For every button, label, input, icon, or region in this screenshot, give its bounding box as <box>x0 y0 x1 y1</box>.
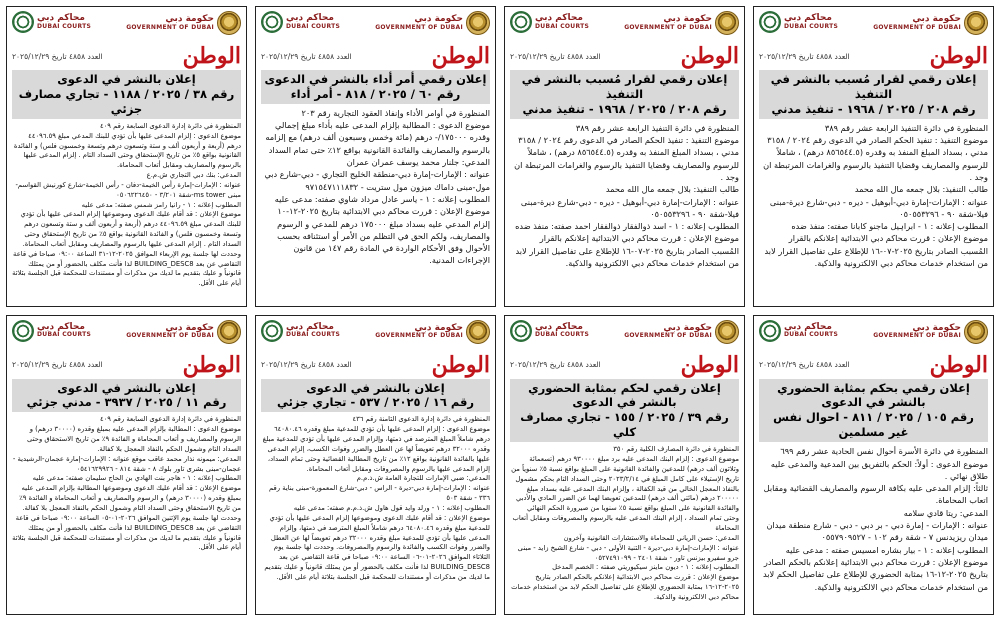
gov-name-ar: حكومة دبي <box>663 322 712 333</box>
notice-paragraph: المدعي: ميمونه نذار محمد عاقب موقع عنوانه : الإمارات-إمارة عجمان-الرشيدية - عجمان-مبنى بشرى تاور بلوك ٨ - شقة ٨١٤ - ٠٥٤١٦٢٩٩٢٦ <box>12 454 241 473</box>
notice-title-band <box>12 70 241 119</box>
dubai-courts-logo <box>759 11 838 33</box>
notice-title: إعلان رقمي بحكم بمثابة الحضوري بالنشر في الدعوى <box>777 380 970 410</box>
dubai-courts-logo <box>510 11 589 33</box>
dubai-courts-logo <box>12 11 91 33</box>
courts-name-ar: محاكم دبي <box>37 321 85 332</box>
newspaper-masthead: الوطن <box>182 43 241 69</box>
gov-name-en: GOVERNMENT OF DUBAI <box>624 332 712 340</box>
notice-paragraph: عنوانه : الإمارات-إمارة دبي-أبوهيل - ديره - دبي-شارع ديرة-مبنى فيلا-شقة ٩٠ - ٠٥٠٥٥٣٢٩٦ <box>769 196 988 219</box>
government-of-dubai-logo <box>873 320 988 344</box>
courts-seal-icon <box>510 11 532 33</box>
courts-name-ar: محاكم دبي <box>784 13 832 24</box>
court-notice <box>6 6 247 307</box>
notice-paragraph: المطلوب إعلانه : ١ - ديون ماينز سيكيوريتي صفته : الخصم المدخل <box>552 563 739 572</box>
case-number: رقم ٣٩ / ٢٠٢٥ / ١٥٥ - تجاري مصارف كلي <box>520 410 729 440</box>
gov-name-ar: حكومة دبي <box>165 14 214 25</box>
courts-name-ar: محاكم دبي <box>37 13 85 24</box>
case-number: رقم ١٦ / ٢٠٢٥ / ٥٣٧ - تجاري جزئي <box>276 395 475 410</box>
notice-title-band <box>510 70 739 119</box>
notice-paragraph: ثالثاً: إلزام المدعى عليه بكافة الرسوم والمصاريف القضائية ومقابل اتعاب المحاماة. <box>763 483 988 506</box>
courts-seal-icon <box>12 320 34 342</box>
dubai-emblem-icon <box>217 11 241 35</box>
court-notice <box>753 6 994 307</box>
newspaper-row <box>759 351 988 378</box>
notice-paragraph: موضوع التنفيذ : تنفيذ الحكم الصادر في الدعوى رقم ٢٠٢٤ / ٣١٥٨ مدني ، بسداد المبلغ المنفذ به وقدره (٨٥٦٥٤٤.٥ درهم) ، شاملاً للرسوم والمصاريف وقضايا التنفيذ بالرسوم والغرامات المرتبطة ان وجد . <box>514 135 739 182</box>
notice-paragraph: موضوع الدعوى : إلزام المدعى عليها بأن تؤدي للمدعية مبلغ وقدره ٦٤٠٨٠.٤٦ درهم شاملاً المبلغ المترصد في ذمتها، وإلزام المدعى عليها بأن تؤدي للمدعية مبلغ وقدره ٣٢٠٠٠ درهم تعويضاً لها عن العطل والضرر وفوات الكسب، إلزام المدعى عليها بالفائدة القانونية بواقع ١٢٪ من تاريخ المطالبة القضائية وحتى تمام السداد، إلزام المدعى عليها بالرسوم والمصروفات ومقابل أتعاب المحاماة. <box>262 425 490 473</box>
newspaper-row <box>12 45 241 67</box>
gov-name-en: GOVERNMENT OF DUBAI <box>375 332 463 340</box>
notice-paragraph: موضوع الإعلان : قررت محاكم دبي الابتدائية إعلانكم بالقرار المُسبب الصادر بتاريخ ٢٠٢٥-٠٧-١٦ للإطلاع على تفاصيل القرار لابد من استخدام خدمات محاكم دبي الالكترونية والذكية. <box>515 233 739 269</box>
case-number: رقم ١١ / ٢٠٢٥ / ٣٩٣٧ - مدني جزئي <box>26 395 227 410</box>
notice-paragraph: موضوع الإعلان : قد أقام عليك الدعوى وموضوعها إلزام المدعى عليها بأن تؤدي للمدعية مبلغ وقدره ٦٤٠٨٠.٤٦ درهم شاملاً المبلغ المترصد في ذمتها، وإلزام المدعى عليها بأن تؤدي للمدعية مبلغ وقدره ٣٢٠٠٠ درهم تعويضاً لها عن العطل والضرر وفوات الكسب والفائدة والرسوم والمصروفات. وحددت لها جلسة يوم الثلاثاء الموافق ٢٠٢٦-٠١-٠٦ الساعة ٠٩:٠٠ صباحا في قاعة التقاضي عن بعد BUILDING_DESC8 لذا فأنت مكلف بالحضور أو من يمثلك قانونياً و عليك بتقديم ما لديك من مذكرات أو مستندات للمحكمة قبل الجلسة بثلاثة أيام على الأقل. <box>264 513 490 581</box>
notice-paragraph: موضوع الدعوى : إلزام البنك المدعى عليه برد مبلغ ٩٣٠٠٠٠ درهم (تسعمائة وثلاثون ألف درهم) للمدعين والفائدة القانونية على المبلغ بواقع نسبة ٥٪ سنوياً من تاريخ الإستيلاء على كامل المبلغ في ٢٠٢٣/٢/١٤ وحتى السداد التام بحكم مشمول بالنفاذ المعجل الخالي من قيد الكفالة ، وإلزام البنك المدعى عليه بسداد مبلغ ٢٠٠٠٠٠ درهم (مائتي ألف درهم) للمدعين تعويضا لهما عن الضرر المادي والأدبي والفائدة القانونية على المبلغ بواقع نسبة ٥٪ سنويا من صيرورة الحكم النهائي وحتى تمام السداد ، إلزام البنك المدعى عليه بالرسوم والمصروفات ومقابل أتعاب المحاماة <box>511 455 739 532</box>
notice-paragraph: موضوع الدعوى : إلزام المدعى عليها بأن تؤدي للبنك المدعي مبلغ ٤٤٠٩٦.٥٩ درهم (أربعة و أربعون ألف و ستة وتسعون درهم وتسعة وخمسون فلس) و الفائدة القانونية بواقع ٥٪ من تاريخ الإستحقاق وحتى السداد التام . إلزام المدعى عليها بالرسوم والمصاريف ومقابل أتعاب المحاماة. <box>13 131 241 170</box>
case-number: رقم ٣٨ / ٢٠٢٥ / ١١٨٨ - تجاري مصارف جزئي <box>18 86 235 116</box>
notice-paragraph: عنوانه : الإمارات-إمارة دبي-ديرة - الثنية الأولى - دبي - شارع الشيخ زايد - مبنى جرو سفيرو بيزنس تاور - شقة ٢٤٠١ - ٠٥٢٧٤٩١٠٩٩ <box>517 543 739 562</box>
notice-paragraph: موضوع الإعلان : قد أقام عليك الدعوى وموضوعها إلزام المدعى عليها بأن تؤدي للبنك المدعي مبلغ ٤٤٠٩٦.٥٩ درهم (أربعة و أربعون ألف و ستة وتسعون درهم وتسعة وخمسون فلس) و الفائدة القانونية بواقع ٥٪ من تاريخ الإستحقاق وحتى السداد التام . إلزام المدعى عليها بالرسوم والمصاريف ومقابل أتعاب المحاماة. وحددت لها جلسة يوم الإربعاء الموافق ٢٠٢٥-١٢-٣١ الساعة ٠٩:٠٠ صباحا في قاعة التقاضي عن بعد BUILDING_DESC8 لذا فأنت مكلف بالحضور أو من يمثلك قانونياً و عليك بتقديم ما لديك من مذكرات أو مستندات للمحكمة قبل الجلسة بثلاثة أيام على الأقل. <box>12 210 241 288</box>
courts-name-ar: محاكم دبي <box>784 321 832 332</box>
gov-name-ar: حكومة دبي <box>414 322 463 333</box>
courts-seal-icon <box>261 320 283 342</box>
newspaper-masthead: الوطن <box>680 351 739 378</box>
notice-paragraph: موضوع الإعلان : قررت محاكم دبي الابتدائية بتاريخ ٢٠٢٥-١٢-١٠ إلزام المدعي عليه بسداد مبلغ ١٧٥٠٠٠ درهم للمدعي و الرسوم والمصاريف، ولكم الحق في التظلم من الأمر أو استئنافه بحسب الأحوال وفق الأحكام الواردة في المادة رقم ١٤٧ من قانون الإجراءات المدنية. <box>277 206 490 266</box>
notice-paragraph: وحددت لها جلسة يوم الإثنين الموافق ٢٠٢٦-٠١-٠٥ الساعة ٠٩:٠٠ صباحا في قاعة التقاضي عن بعد BUILDING_DESC8 لذا فأنت مكلف بالحضور أو من يمثلك قانونياً و عليك بتقديم ما لديك من مذكرات أو مستندات للمحكمة قبل الجلسة بثلاثة أيام على الأقل. <box>12 513 241 552</box>
notice-paragraph: المدعي: ضبي الإمارات للتجارة العامة ش.ذ.م.م <box>356 474 490 483</box>
notice-paragraph: المطلوب إعلانه : ١ - ابراہیل ماجنو كابانا صفته: منفذ ضده <box>791 221 988 232</box>
notice-paragraph: موضوع الدعوى : المطالبة بإلزام المدعى عليه بأداء مبلغ إجمالي وقدره ١٧٥٠٠٠/- درهم (مائة وخمس وسبعون ألف درهم) مع إلزامه بالرسوم والمصاريف والفائدة القانونية بواقع ١٢٪ حتى تمام السداد <box>265 120 490 155</box>
gov-name-en: GOVERNMENT OF DUBAI <box>375 23 463 31</box>
notice-title: إعلان رقمي لقرار مُسبب بالنشر في التنفيذ <box>521 72 728 101</box>
notices-grid <box>6 6 994 615</box>
notice-header <box>759 11 988 43</box>
notice-paragraph: المنظورة في أوامر الأداء وإنفاذ العقود التجارية رقم ٢٠٣ <box>301 107 490 118</box>
notice-paragraph: المنظورة في دائرة التنفيذ الرابعة عشر رقم ٣٨٩ <box>575 122 739 133</box>
notice-paragraph: المدعي: جلنار محمد يوسف عمران عمران <box>346 157 490 168</box>
notice-title-band <box>261 70 490 104</box>
notice-title: إعلان بالنشر في الدعوى <box>306 380 445 395</box>
courts-seal-icon <box>510 320 532 342</box>
courts-name-en: DUBAI COURTS <box>535 22 590 30</box>
notice-paragraph: المدعي: حسن الرياني للمحاماة والاستشارات القانونية وآخرون <box>563 533 739 542</box>
gov-name-ar: حكومة دبي <box>912 322 961 333</box>
issue-date: العدد ٤٨٥٨ تاريخ ٢٠٢٥/١٢/٢٩ <box>261 51 352 61</box>
notice-header <box>12 320 241 352</box>
notice-title: إعلان رقمي أمر أداء بالنشر في الدعوى <box>264 72 487 86</box>
notice-title-band <box>12 379 241 413</box>
notice-header <box>759 320 988 352</box>
notice-paragraph: موضوع الدعوى : أولاً: الحكم بالتفريق بين المدعية والمدعى عليه طلاق نهائي . <box>770 458 988 481</box>
notice-body <box>759 122 988 303</box>
notice-paragraph: المنظورة في دائرة التنفيذ الرابعة عشر رقم ٣٨٩ <box>824 122 988 133</box>
courts-name-ar: محاكم دبي <box>535 13 583 24</box>
notice-paragraph: عنوانه : الإمارات-إمارة رأس الخيمة-دفان - رأس الخيمة-شارع كورنيش القواسم-مبنى ms tower-شقة ٣/٢٠١ - ٠٥٠٦٢٢٦٤٥٠ <box>15 180 241 199</box>
notice-paragraph: المنظورة في دائرة الأسرة أحوال نفس الحادية عشر رقم ٦٩٩ <box>780 446 988 457</box>
courts-name-ar: محاكم دبي <box>535 321 583 332</box>
notice-title-band <box>261 379 490 413</box>
courts-name-en: DUBAI COURTS <box>37 22 92 30</box>
notice-title: إعلان رقمي لحكم بمثابة الحضوري بالنشر في الدعوى <box>528 380 721 410</box>
gov-name-ar: حكومة دبي <box>912 14 961 25</box>
notice-paragraph: موضوع الدعوى : المطالبة بإلزام المدعى عليه بمبلغ وقدره (٣٠٠٠٠ درهم) و الرسوم والمصاريف و أتعاب المحاماة و الفائدة ٩٪ من تاريخ الاستحقاق وحتى السداد التام وشمول الحكم بالنفاذ المعجل بلا كفالة. <box>27 425 241 453</box>
gov-name-en: GOVERNMENT OF DUBAI <box>873 23 961 31</box>
newspaper-masthead: الوطن <box>431 351 490 378</box>
court-notice <box>504 6 745 307</box>
notice-body <box>261 415 490 611</box>
notice-title: إعلان بالنشر في الدعوى <box>57 380 196 395</box>
government-of-dubai-logo <box>126 320 241 344</box>
courts-seal-icon <box>759 11 781 33</box>
notice-paragraph: المطلوب إعلانه : ١ - هاجر بنت الهادي بن الحاج سليمان صفته: مدعى عليه <box>32 474 241 483</box>
notice-header <box>261 320 490 352</box>
courts-name-en: DUBAI COURTS <box>286 22 341 30</box>
issue-date: العدد ٤٨٥٨ تاريخ ٢٠٢٥/١٢/٢٩ <box>759 51 850 61</box>
case-number: رقم ٦٠ / ٢٠٢٥ / ٨١٨ - أمر أداء <box>290 86 461 101</box>
issue-date: العدد ٤٨٥٨ تاريخ ٢٠٢٥/١٢/٢٩ <box>12 360 103 369</box>
newspaper-row <box>759 45 988 67</box>
notice-title: إعلان بالنشر في الدعوى <box>57 72 196 86</box>
notice-body <box>759 445 988 611</box>
dubai-courts-logo <box>759 320 838 342</box>
courts-seal-icon <box>261 11 283 33</box>
case-number: رقم ٢٠٨ / ٢٠٢٥ / ١٩٦٨ - تنفيذ مدني <box>522 101 727 116</box>
dubai-courts-logo <box>12 320 91 342</box>
courts-name-en: DUBAI COURTS <box>535 331 590 339</box>
notice-paragraph: المطلوب إعلانه : ١ - اسد ذوالفقار ذوالفقار احمد صفته: منفذ ضده <box>515 221 739 232</box>
gov-name-en: GOVERNMENT OF DUBAI <box>126 332 214 340</box>
gov-name-ar: حكومة دبي <box>414 14 463 25</box>
government-of-dubai-logo <box>375 11 490 35</box>
notice-paragraph: عنوانه : الإمارات-إمارة دبي-أبوهيل - ديره - دبي-شارع ديرة-مبنى فيلا-شقة ٩٠ - ٠٥٠٥٥٣٢٩٦ <box>520 196 739 219</box>
notice-paragraph: المنظورة في دائرة إدارة الدعوى السابعة رقم ٤٠٩ <box>99 121 241 130</box>
court-notice <box>504 315 745 616</box>
notice-header <box>510 320 739 352</box>
newspaper-masthead: الوطن <box>182 351 241 378</box>
court-notice <box>255 6 496 307</box>
government-of-dubai-logo <box>375 320 490 344</box>
gov-name-ar: حكومة دبي <box>165 322 214 333</box>
dubai-courts-logo <box>261 320 340 342</box>
newspaper-row <box>261 351 490 378</box>
notice-header <box>261 11 490 43</box>
notice-body <box>510 122 739 303</box>
notice-paragraph: موضوع التنفيذ : تنفيذ الحكم الصادر في الدعوى رقم ٢٠٢٤ / ٣١٥٨ مدني ، بسداد المبلغ المنفذ به وقدره (٨٥٦٥٤٤.٥ درهم) ، شاملاً للرسوم والمصاريف وقضايا التنفيذ بالرسوم والغرامات المرتبطة ان وجد . <box>763 135 988 182</box>
government-of-dubai-logo <box>624 11 739 35</box>
notice-header <box>510 11 739 43</box>
gov-name-en: GOVERNMENT OF DUBAI <box>624 23 712 31</box>
issue-date: العدد ٤٨٥٨ تاريخ ٢٠٢٥/١٢/٢٩ <box>510 51 601 61</box>
case-number: رقم ١٠٥ / ٢٠٢٥ / ٨١١ - احوال نفس غير مسلمين <box>773 410 974 440</box>
notice-body <box>12 122 241 303</box>
notice-body <box>12 415 241 611</box>
notice-title-band <box>510 379 739 443</box>
courts-name-ar: محاكم دبي <box>286 13 334 24</box>
notice-paragraph: عنوانه : الإمارات-إمارة دبي-ديرة - الراس - دبي-شارع المعمورة-مبنى بناية رقم ٣٣٦ - شقة ٥٠٣ <box>268 484 490 503</box>
notice-title-band <box>759 70 988 119</box>
newspaper-masthead: الوطن <box>680 43 739 69</box>
issue-date: العدد ٤٨٥٨ تاريخ ٢٠٢٥/١٢/٢٩ <box>510 360 601 369</box>
notice-paragraph: المدعي: بنك دبي التجاري ش.م.ع <box>146 171 241 180</box>
courts-name-en: DUBAI COURTS <box>784 331 839 339</box>
notice-paragraph: موضوع الإعلان : قررت محاكم دبي الابتدائية إعلانكم بالحكم الصادر بتاريخ ٢٠٢٥-١٢-١٦ بمثابة الحضوري للإطلاع على تفاصيل الحكم لابد من استخدام خدمات محاكم دبي الالكترونية والذكية. <box>762 556 988 592</box>
dubai-emblem-icon <box>217 320 241 344</box>
courts-name-en: DUBAI COURTS <box>784 22 839 30</box>
government-of-dubai-logo <box>873 11 988 35</box>
notice-paragraph: عنوانه : الإمارات-إمارة دبي-منطقة الخليج التجاري - دبي-شارع دبي مول-مبنى داماك ميزون مول ستريت - ٩٧١٥٤٧١١١٨٣٢ <box>264 169 490 192</box>
dubai-emblem-icon <box>964 11 988 35</box>
newspaper-row <box>510 351 739 378</box>
newspaper-masthead: الوطن <box>929 351 988 378</box>
notice-title: إعلان رقمي لقرار مُسبب بالنشر في التنفيذ <box>770 72 977 101</box>
dubai-emblem-icon <box>466 11 490 35</box>
notice-header <box>12 11 241 43</box>
notice-paragraph: المنظورة في دائرة إدارة الدعوى السابعة رقم ٤٠٩ <box>99 415 241 424</box>
newspaper-masthead: الوطن <box>929 43 988 69</box>
notice-body <box>261 107 490 303</box>
court-notice <box>753 315 994 616</box>
issue-date: العدد ٤٨٥٨ تاريخ ٢٠٢٥/١٢/٢٩ <box>759 360 850 369</box>
newspaper-row <box>510 45 739 67</box>
gov-name-en: GOVERNMENT OF DUBAI <box>873 332 961 340</box>
notice-paragraph: المطلوب إعلانه : ١ - رانيا رامز شمس صفته: مدعى عليه <box>81 200 241 209</box>
notice-paragraph: المنظورة في دائرة المصارف الكلية رقم ٣٥٠ <box>613 445 739 454</box>
notice-paragraph: طالب التنفيذ: بلال جمعه مال الله محمد <box>854 184 988 195</box>
courts-seal-icon <box>759 320 781 342</box>
issue-date: العدد ٤٨٥٨ تاريخ ٢٠٢٥/١٢/٢٩ <box>12 51 103 61</box>
court-notice <box>6 315 247 616</box>
notice-title-band <box>759 379 988 443</box>
notice-paragraph: طالب التنفيذ: بلال جمعه مال الله محمد <box>605 184 739 195</box>
court-notice <box>255 315 496 616</box>
case-number: رقم ٢٠٨ / ٢٠٢٥ / ١٩٦٨ - تنفيذ مدني <box>771 101 976 116</box>
dubai-emblem-icon <box>715 320 739 344</box>
dubai-emblem-icon <box>964 320 988 344</box>
issue-date: العدد ٤٨٥٨ تاريخ ٢٠٢٥/١٢/٢٩ <box>261 360 352 369</box>
courts-seal-icon <box>12 11 34 33</box>
notice-body <box>510 445 739 611</box>
gov-name-en: GOVERNMENT OF DUBAI <box>126 23 214 31</box>
newspaper-row <box>261 45 490 67</box>
notice-paragraph: موضوع الإعلان : قررت محاكم دبي الابتدائية إعلانكم بالحكم الصادر بتاريخ ٢٠٢٥-١٢-١٦ بمثابة الحضوري للإطلاع على تفاصيل الحكم لابد من استخدام خدمات محاكم دبي الالكترونية والذكية. <box>511 573 739 601</box>
notice-paragraph: المطلوب إعلانه : ١ - ياسر عادل مرداد شاوي صفته: مدعى عليه <box>274 193 490 204</box>
notice-paragraph: المدعي: ريتا قادي سلامه <box>903 507 988 518</box>
notice-paragraph: المنظورة في دائرة إدارة الدعوى الثامنة رقم ٤٣٦ <box>352 415 490 424</box>
newspaper-row <box>12 351 241 378</box>
courts-name-en: DUBAI COURTS <box>286 331 341 339</box>
dubai-courts-logo <box>261 11 340 33</box>
notice-paragraph: موضوع الإعلان : قد أقام عليك الدعوى وموضوعها المطالبة بإلزام المدعى عليه بمبلغ وقدره (٣٠٠٠٠ درهم) و الرسوم والمصاريف و أتعاب المحاماة و الفائدة ٩٪ من تاريخ الاستحقاق وحتى السداد التام وشمول الحكم بالنفاذ المعجل بلا كفالة. <box>19 484 241 512</box>
dubai-emblem-icon <box>466 320 490 344</box>
dubai-courts-logo <box>510 320 589 342</box>
dubai-emblem-icon <box>715 11 739 35</box>
government-of-dubai-logo <box>126 11 241 35</box>
newspaper-masthead: الوطن <box>431 43 490 69</box>
notice-paragraph: المطلوب إعلانه : ١ - ورلد وايد قول هاول ش.ذ.م.م صفته: مدعى عليه <box>293 503 490 512</box>
government-of-dubai-logo <box>624 320 739 344</box>
gov-name-ar: حكومة دبي <box>663 14 712 25</box>
notice-paragraph: عنوانه : الإمارات - إمارة دبي - بر دبي - دبي - شارع منطقة ميدان ميدان ريزيدنس ٧ - شقة رقم ١٠٢ - ٠٥٥٧٩٠٩٥٢٧ <box>766 520 988 543</box>
notice-paragraph: المطلوب إعلانه : ١ - بيار بشاره امسيس صفته : مدعى عليه <box>785 544 988 555</box>
notice-paragraph: موضوع الإعلان : قررت محاكم دبي الابتدائية إعلانكم بالقرار المُسبب الصادر بتاريخ ٢٠٢٥-٠٧-١٦ للإطلاع على تفاصيل القرار لابد من استخدام خدمات محاكم دبي الالكترونية والذكية. <box>764 233 988 269</box>
courts-name-ar: محاكم دبي <box>286 321 334 332</box>
courts-name-en: DUBAI COURTS <box>37 331 92 339</box>
